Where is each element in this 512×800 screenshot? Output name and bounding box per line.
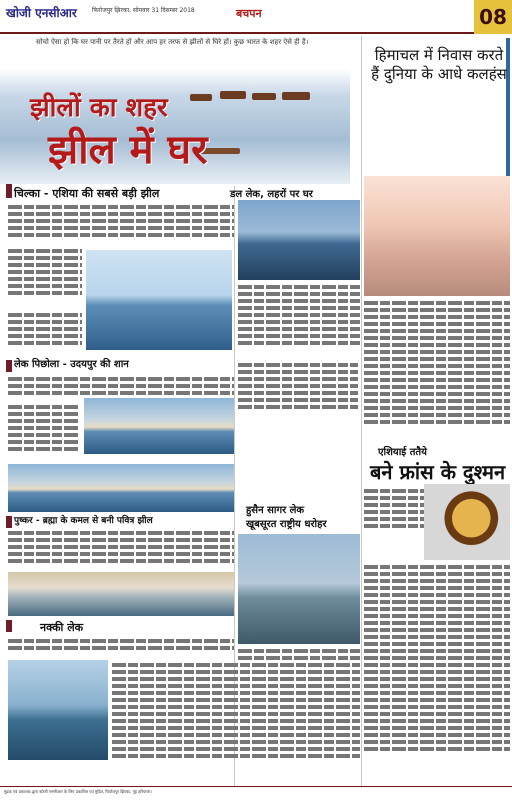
france-body-side — [364, 486, 424, 536]
column-divider — [361, 36, 362, 786]
dal-body — [238, 282, 360, 356]
pichola-heading: लेक पिछोला - उदयपुर की शान — [14, 359, 129, 370]
pushkar-photo — [8, 572, 234, 616]
newspaper-logo: खोजी एनसीआर — [6, 6, 77, 20]
houseboat-shape — [190, 94, 212, 101]
houseboat-shape — [220, 91, 246, 99]
hero-title-line2: झील में घर — [48, 126, 208, 173]
houseboat-shape — [252, 93, 276, 100]
pushkar-heading: पुष्कर - ब्रह्मा के कमल से बनी पवित्र झील — [14, 516, 153, 526]
udaipur-palace-photo — [84, 398, 234, 454]
section-marker — [6, 516, 12, 528]
pichola-body — [8, 374, 234, 400]
masthead — [0, 0, 512, 34]
section-marker — [6, 360, 12, 372]
chilka-lake-photo — [86, 250, 232, 350]
issue-info: फिरोजपुर झिरका, सोमवार 31 दिसम्बर 2018 — [92, 7, 195, 14]
imprint-footer: मुद्रक एवं प्रकाशक द्वारा खोजी एनसीआर के लिए प्रकाशित एवं मुद्रित, फिरोजपुर झिरका, नूंह हरियाणा। — [0, 786, 512, 800]
chilka-body — [8, 202, 234, 244]
himachal-body — [364, 298, 510, 442]
pushkar-body — [8, 528, 234, 568]
chilka-body-col3 — [8, 310, 82, 354]
naki-body — [8, 636, 234, 658]
chilka-heading: चिल्का - एशिया की सबसे बड़ी झील — [14, 187, 160, 200]
dal-heading: डल लेक, लहरों पर घर — [230, 189, 313, 200]
hussain-heading-line1: हुसैन सागर लेक — [246, 505, 305, 516]
naki-lake-photo — [8, 660, 108, 760]
france-heading-line2: बने फ्रांस के दुश्मन — [370, 460, 506, 484]
section-marker — [6, 184, 12, 198]
page-number: 08 — [474, 0, 512, 34]
france-body — [364, 562, 510, 782]
naki-heading: नक्की लेक — [40, 621, 84, 634]
pichola-body-col3 — [238, 360, 358, 424]
section-title: बचपन — [236, 7, 262, 20]
pichola-body-col2 — [8, 402, 80, 462]
france-heading-line1: एशियाई ततैये — [378, 447, 427, 458]
hornet-photo — [424, 484, 510, 560]
pichola-wide-photo — [8, 464, 234, 512]
geese-photo — [364, 176, 510, 296]
hero-title-line1: झीलों का शहर — [30, 93, 168, 123]
himachal-heading: हिमाचल में निवास करते हैं दुनिया के आधे कलहंस — [371, 46, 507, 83]
lead-text: सोचो ऐसा हो कि घर पानी पर तैरते हों और आप हर तरफ से झीलों से घिरे हों। कुछ भारत के शहर ऐसे ही हैं। — [36, 38, 309, 46]
chilka-body-col2 — [8, 246, 82, 308]
dal-lake-photo — [238, 200, 360, 280]
houseboat-shape — [282, 92, 310, 100]
hussain-heading-line2: खूबसूरत राष्ट्रीय धरोहर — [246, 519, 327, 530]
section-marker — [6, 620, 12, 632]
hussain-sagar-photo — [238, 534, 360, 644]
naki-body-col2 — [112, 660, 360, 778]
